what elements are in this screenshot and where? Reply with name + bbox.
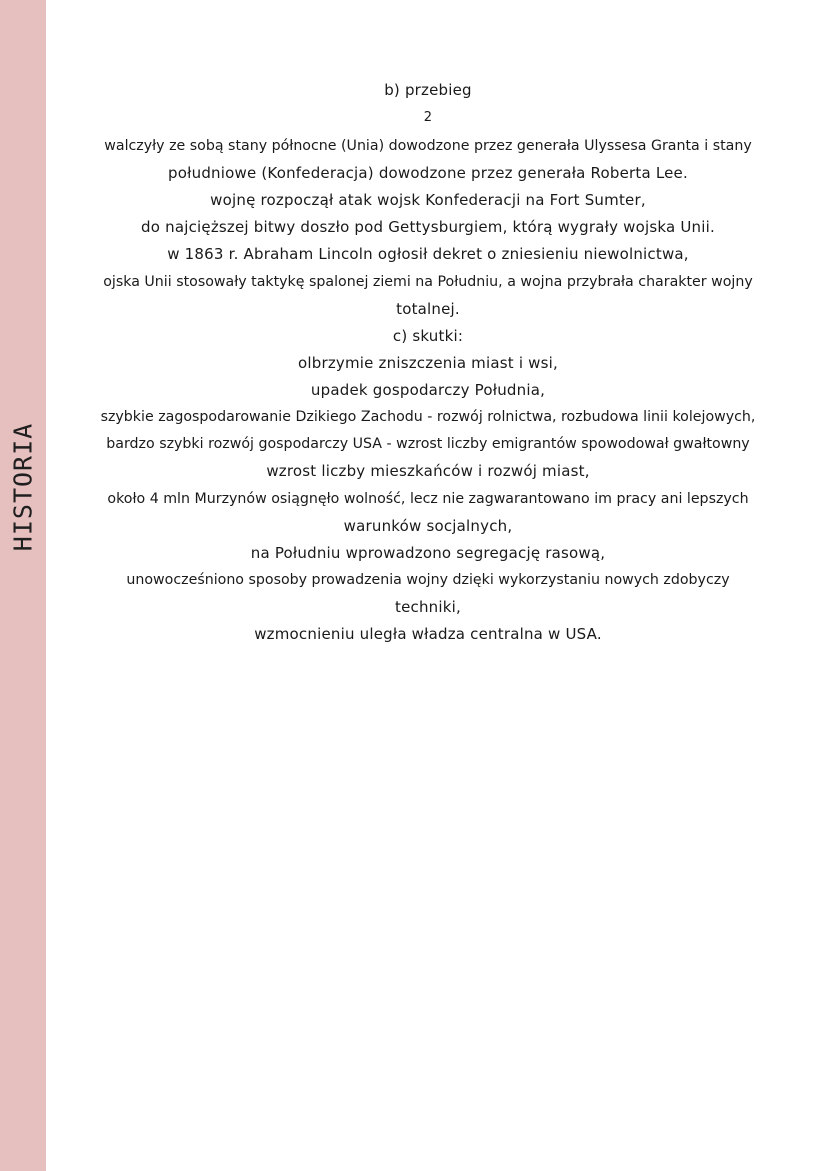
text-line: do najcięższej bitwy doszło pod Gettysburgiem, którą wygrały wojska Unii.	[141, 218, 715, 236]
text-line: na Południu wprowadzono segregację rasową,	[250, 544, 606, 562]
sidebar-strip	[0, 0, 46, 1171]
text-line: totalnej.	[396, 300, 460, 318]
list-number: 2	[423, 110, 433, 125]
section-heading-skutki: c) skutki:	[392, 327, 464, 345]
text-line: olbrzymie zniszczenia miast i wsi,	[298, 354, 558, 372]
text-line: wojnę rozpoczął atak wojsk Konfederacji na Fort Sumter,	[210, 191, 646, 209]
text-line: walczyły ze sobą stany północne (Unia) dowodzone przez generała Ulyssesa Granta i stany	[104, 138, 752, 154]
text-line: unowocześniono sposoby prowadzenia wojny dzięki wykorzystaniu nowych zdobyczy	[126, 572, 730, 588]
text-line: południowe (Konfederacja) dowodzone przez generała Roberta Lee.	[168, 164, 688, 182]
text-line: upadek gospodarczy Południa,	[310, 381, 546, 399]
text-line: wzmocnieniu uległa władza centralna w USA.	[254, 625, 602, 643]
text-line: w 1863 r. Abraham Lincoln ogłosił dekret o zniesieniu niewolnictwa,	[167, 245, 689, 263]
text-line: warunków socjalnych,	[343, 517, 513, 535]
text-line: około 4 mln Murzynów osiągnęło wolność, lecz nie zagwarantowano im pracy ani lepszych	[107, 491, 749, 507]
subject-label: HISTORIA	[8, 422, 38, 552]
text-line: ojska Unii stosowały taktykę spalonej ziemi na Południu, a wojna przybrała charakter wojny	[103, 274, 753, 290]
section-heading-przebieg: b) przebieg	[384, 81, 472, 99]
text-line: bardzo szybki rozwój gospodarczy USA - wzrost liczby emigrantów spowodował gwałtowny	[106, 436, 750, 452]
text-line: szybkie zagospodarowanie Dzikiego Zachodu - rozwój rolnictwa, rozbudowa linii kolejowych,	[100, 409, 756, 425]
text-line: wzrost liczby mieszkańców i rozwój miast,	[266, 462, 590, 480]
text-line: techniki,	[395, 598, 461, 616]
